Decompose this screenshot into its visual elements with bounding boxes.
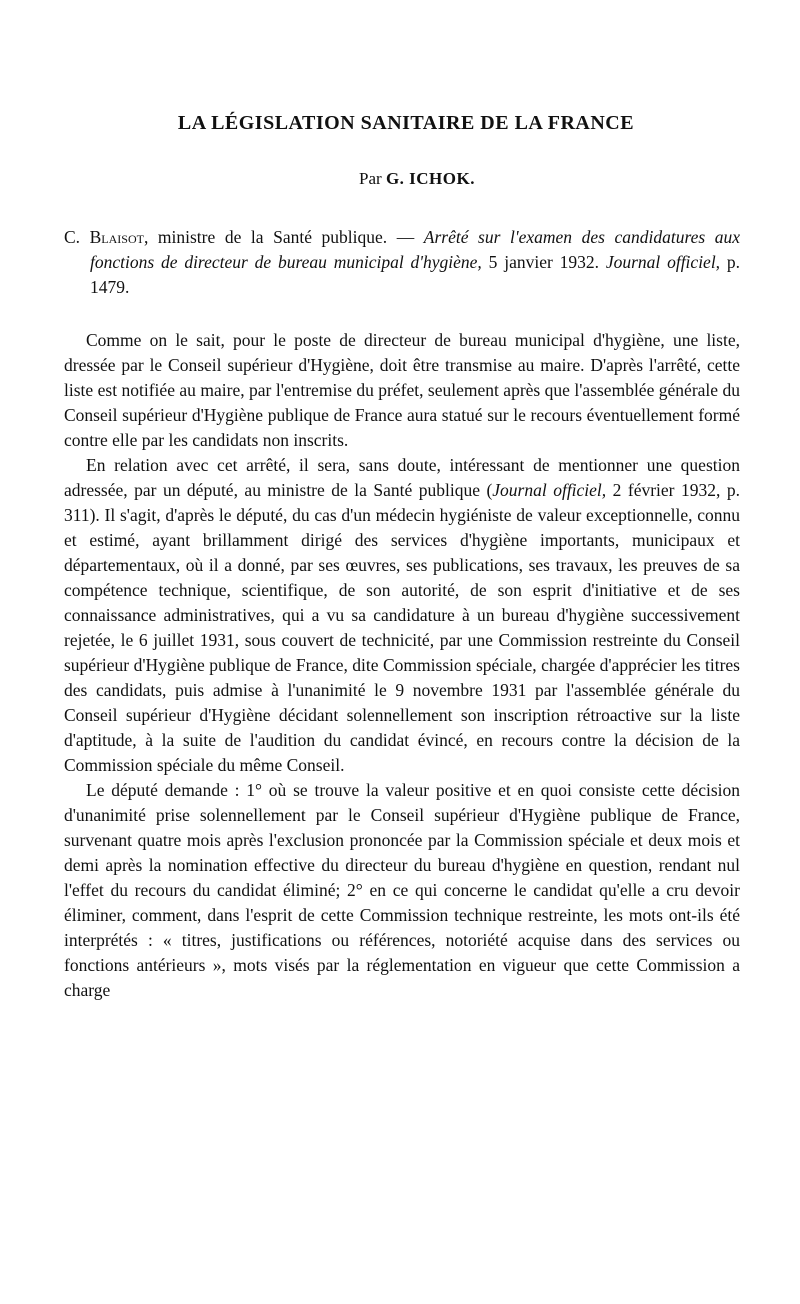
paragraph-2-part-2: 2 février 1932, p. 311). Il s'agit, d'après le député, du cas d'un médecin hygiéniste de valeur exceptionnelle, connu et estimé, ayant brillamment dirigé des services d'hygiène importants, municipaux et départementaux, où il a donné, par ses œuvres, ses publications, ses travaux, les preuves de sa compétence technique, scientifique, de son autorité, de son esprit d'initiative et de ses connaissance administratives, qui a vu sa candidature à un bureau d'hygiène successivement rejetée, le 6 juillet 1931, sous couvert de technicité, par une Commission restreinte du Conseil supérieur d'Hygiène publique de France, dite Commission spéciale, chargée d'apprécier les titres des candidats, puis admise à l'unanimité le 9 novembre 1931 par l'assemblée générale du Conseil supérieur d'Hygiène décidant solennellement son inscription rétroactive sur la liste d'aptitude, à la suite de l'audition du candidat évincé, en recours contre la décision de la Commission spéciale du même Conseil. xyxy=(64,480,740,775)
legal-citation xyxy=(64,225,740,300)
paragraph-2-part-1: En relation avec cet arrêté, il sera, sans doute, intéressant de mentionner une question adressée, par un député, au ministre de la Santé publique ( xyxy=(64,455,740,500)
author-name: G. ICHOK. xyxy=(385,169,475,188)
byline-prefix: Par xyxy=(359,169,382,188)
paragraph-3: Le député demande : 1° où se trouve la valeur positive et en quoi consiste cette décision d'unanimité prise solennellement par le Conseil supérieur d'Hygiène publique de France, survenant quatre mois après l'exclusion prononcée par la Commission spéciale et deux mois et demi après la nomination effective du directeur du bureau d'hygiène en question, rendant nul l'effet du recours du candidat éliminé; 2° en ce qui concerne le candidat qu'elle a cru devoir éliminer, comment, dans l'esprit de cette Commission technique restreinte, les mots ont-ils été interprétés : « titres, justifications ou références, notoriété acquise dans des services ou fonctions antérieurs », mots visés par la réglementation en vigueur que cette Commission a charge xyxy=(64,780,740,1000)
citation-decree-title: Arrêté sur l'examen des candidatures aux fonctions de directeur de bureau municipal d'hygiène, xyxy=(90,227,741,272)
article-body xyxy=(64,328,740,1003)
paragraph-1: Comme on le sait, pour le poste de directeur de bureau municipal d'hygiène, une liste, dressée par le Conseil supérieur d'Hygiène, doit être transmise au maire. D'après l'arrêté, cette liste est notifiée au maire, par l'entremise du préfet, seulement après que l'assemblée générale du Conseil supérieur d'Hygiène publique de France aura statué sur le recours éventuellement formé contre elle par les candidats non inscrits. xyxy=(64,330,740,450)
citation-page: p. 1479. xyxy=(90,252,741,297)
citation-minister-role: ministre de la Santé publique. — xyxy=(157,227,415,247)
citation-minister-name: Blaisot, xyxy=(89,227,149,247)
byline xyxy=(64,169,740,189)
article-title: LA LÉGISLATION SANITAIRE DE LA FRANCE xyxy=(177,112,635,134)
citation-initial: C. xyxy=(64,227,81,247)
paragraph-2-journal: Journal officiel, xyxy=(492,480,607,500)
document-page xyxy=(64,112,740,1003)
paragraph-2 xyxy=(64,453,740,778)
citation-date: 5 janvier 1932. xyxy=(488,252,599,272)
citation-journal: Journal officiel, xyxy=(605,252,721,272)
